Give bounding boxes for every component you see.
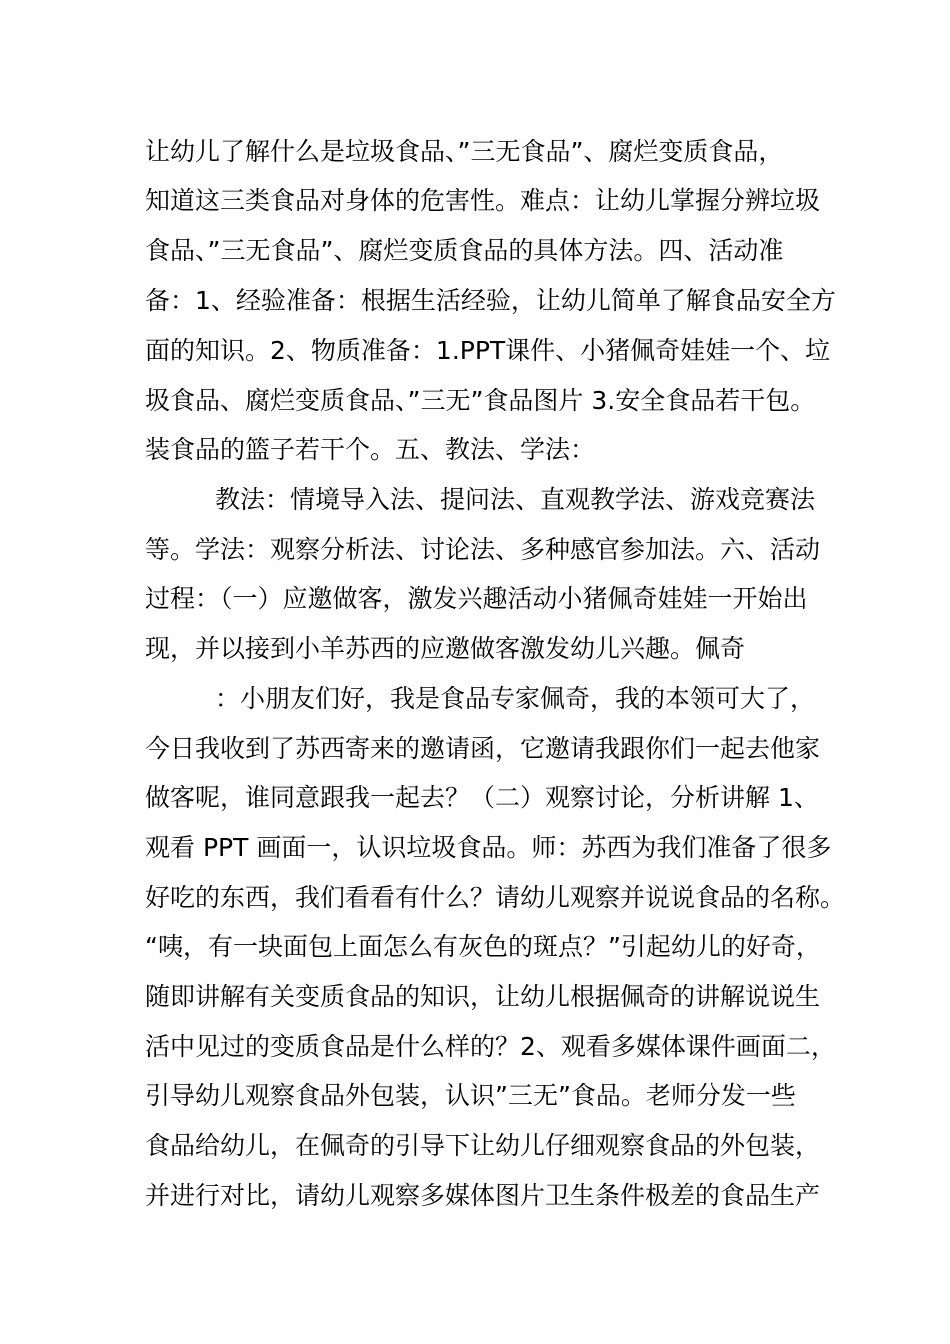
text-line: 面的知识。2、物质准备：1.PPT课件、小猪佩奇娃娃一个、垃: [145, 336, 831, 365]
text-line: 今日我收到了苏西寄来的邀请函，它邀请我跟你们一起去他家: [145, 734, 821, 763]
text-line: “咦，有一块面包上面怎么有灰色的斑点？”引起幼儿的好奇，: [145, 932, 821, 961]
text-line: 好吃的东西，我们看看有什么？请幼儿观察并说说食品的名称。: [145, 883, 846, 912]
text-line: 备：1、经验准备：根据生活经验，让幼儿简单了解食品安全方: [145, 286, 836, 315]
text-line: 随即讲解有关变质食品的知识，让幼儿根据佩奇的讲解说说生: [145, 982, 821, 1011]
text-line: 让幼儿了解什么是垃圾食品、”三无食品”、腐烂变质食品，: [145, 137, 784, 166]
text-line: 观看 PPT 画面一，认识垃圾食品。师：苏西为我们准备了很多: [145, 833, 832, 862]
text-line: 知道这三类食品对身体的危害性。难点：让幼儿掌握分辨垃圾: [145, 186, 821, 215]
text-line: 教法：情境导入法、提问法、直观教学法、游戏竞赛法: [215, 485, 816, 514]
text-line: 食品给幼儿，在佩奇的引导下让幼儿仔细观察食品的外包装，: [145, 1131, 821, 1160]
text-line: 并进行对比，请幼儿观察多媒体图片卫生条件极差的食品生产: [145, 1181, 821, 1210]
text-line: 现，并以接到小羊苏西的应邀做客激发幼儿兴趣。佩奇: [145, 634, 746, 663]
text-line: 装食品的篮子若干个。五、教法、学法：: [145, 435, 596, 464]
text-line: 等。学法：观察分析法、讨论法、多种感官参加法。六、活动: [145, 535, 821, 564]
text-line: 圾食品、腐烂变质食品、”三无”食品图片 3.安全食品若干包。: [145, 386, 816, 415]
text-line: 过程：（一）应邀做客，激发兴趣活动小猪佩奇娃娃一开始出: [145, 584, 808, 613]
text-line: 活中见过的变质食品是什么样的？2、观看多媒体课件画面二，: [145, 1032, 836, 1061]
text-line: 引导幼儿观察食品外包装，认识”三无”食品。老师分发一些: [145, 1081, 796, 1110]
text-line: ：小朋友们好，我是食品专家佩奇，我的本领可大了，: [215, 684, 816, 713]
text-line: 做客呢，谁同意跟我一起去？（二）观察讨论，分析讲解 1、: [145, 783, 819, 812]
text-line: 食品、”三无食品”、腐烂变质食品的具体方法。四、活动准: [145, 236, 784, 265]
